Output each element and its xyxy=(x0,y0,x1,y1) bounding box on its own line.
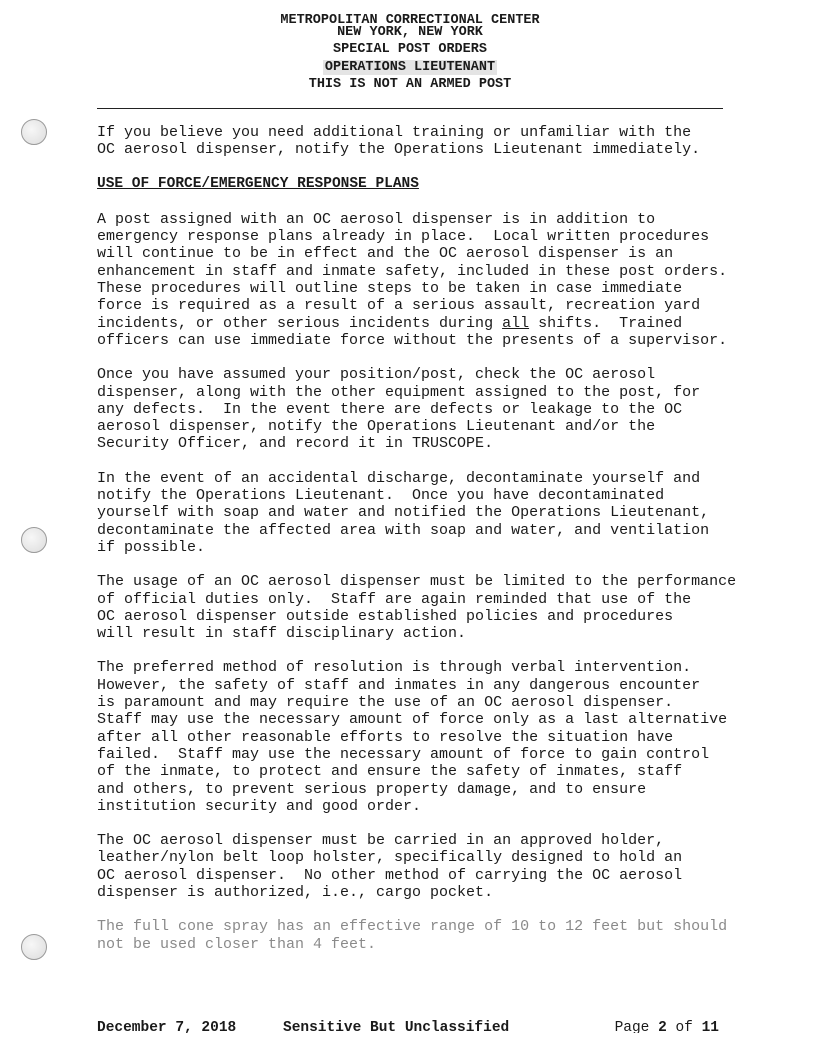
document-footer xyxy=(97,1019,723,1033)
document-body xyxy=(97,124,737,970)
footer-page-number xyxy=(615,1019,719,1033)
emphasis-all: all xyxy=(502,314,530,332)
paragraph-response-plans xyxy=(97,211,737,349)
paragraph-resolution: The preferred method of resolution is through verbal intervention. However, the safety of staff and inmates in any dangerous encounter is paramount and may require the use of an OC aerosol dispenser. Staff may use the necessary amount of force only as a last alternative after all other reasonable efforts to resolve the situation have failed. Staff may use the necessary amount of force to gain control of the inmate, to protect and ensure the safety of inmates, staff and others, to prevent serious property damage, and to ensure institution security and good order. xyxy=(97,659,728,815)
header-post-title: OPERATIONS LIEUTENANT xyxy=(324,59,496,75)
page-separator: of xyxy=(666,1020,702,1033)
binder-hole-bottom xyxy=(21,934,47,960)
paragraph-usage: The usage of an OC aerosol dispenser must be limited to the performance of official duties only. Staff are again reminded that use of the OC aerosol dispenser outside established policies and procedures will result in staff disciplinary action. xyxy=(97,573,737,643)
page-total: 11 xyxy=(701,1020,719,1033)
page-current: 2 xyxy=(658,1020,667,1033)
paragraph-training: If you believe you need additional training or unfamiliar with the OC aerosol dispenser, notify the Operations Lieutenant immediately. xyxy=(97,124,701,159)
paragraph-accidental-discharge: In the event of an accidental discharge, decontaminate yourself and notify the Operations Lieutenant. Once you have decontaminated yourself with soap and water and notified the Operations Lieutenant, decontaminate the affected area with soap and water, and ventilation if possible. xyxy=(97,469,710,556)
header-divider xyxy=(97,108,723,109)
page-prefix: Page xyxy=(614,1020,659,1033)
binder-hole-top xyxy=(21,119,47,145)
paragraph-text: A post assigned with an OC aerosol dispenser is in addition to emergency response plans already in place. Local written procedures will continue to be in effect and the OC aerosol dispenser is an enhancement in staff and inmate safety, included in these post orders. These procedures will outline steps to be taken in case immediate force is required as a result of a serious assault, recreation yard incidents, or other serious incidents during xyxy=(97,210,728,332)
paragraph-spray-range: The full cone spray has an effective range of 10 to 12 feet but should not be used closer than 4 feet. xyxy=(97,918,728,953)
document-header xyxy=(97,14,723,94)
paragraph-text: shifts. Trained officers can use immediate force without the presents of a supervisor. xyxy=(97,314,728,349)
header-location: NEW YORK, NEW YORK xyxy=(337,25,483,40)
section-heading: USE OF FORCE/EMERGENCY RESPONSE PLANS xyxy=(97,175,419,192)
footer-date: December 7, 2018 xyxy=(97,1020,237,1033)
header-institution: METROPOLITAN CORRECTIONAL CENTER xyxy=(280,13,540,24)
paragraph-carrying: The OC aerosol dispenser must be carried in an approved holder, leather/nylon belt loop holster, specifically designed to hold an OC aerosol dispenser. No other method of carrying the OC aerosol dispenser is authorized, i.e., cargo pocket. xyxy=(97,832,683,901)
binder-hole-middle xyxy=(21,527,47,553)
footer-classification: Sensitive But Unclassified xyxy=(283,1020,510,1033)
paragraph-equipment-check: Once you have assumed your position/post, check the OC aerosol dispenser, along with the other equipment assigned to the post, for any defects. In the event there are defects or leakage to the OC aerosol dispenser, notify the Operations Lieutenant and/or the Security Officer, and record it in TRUSCOPE. xyxy=(97,366,701,453)
header-doc-type: SPECIAL POST ORDERS xyxy=(333,42,487,58)
header-armed-status: THIS IS NOT AN ARMED POST xyxy=(308,77,512,93)
